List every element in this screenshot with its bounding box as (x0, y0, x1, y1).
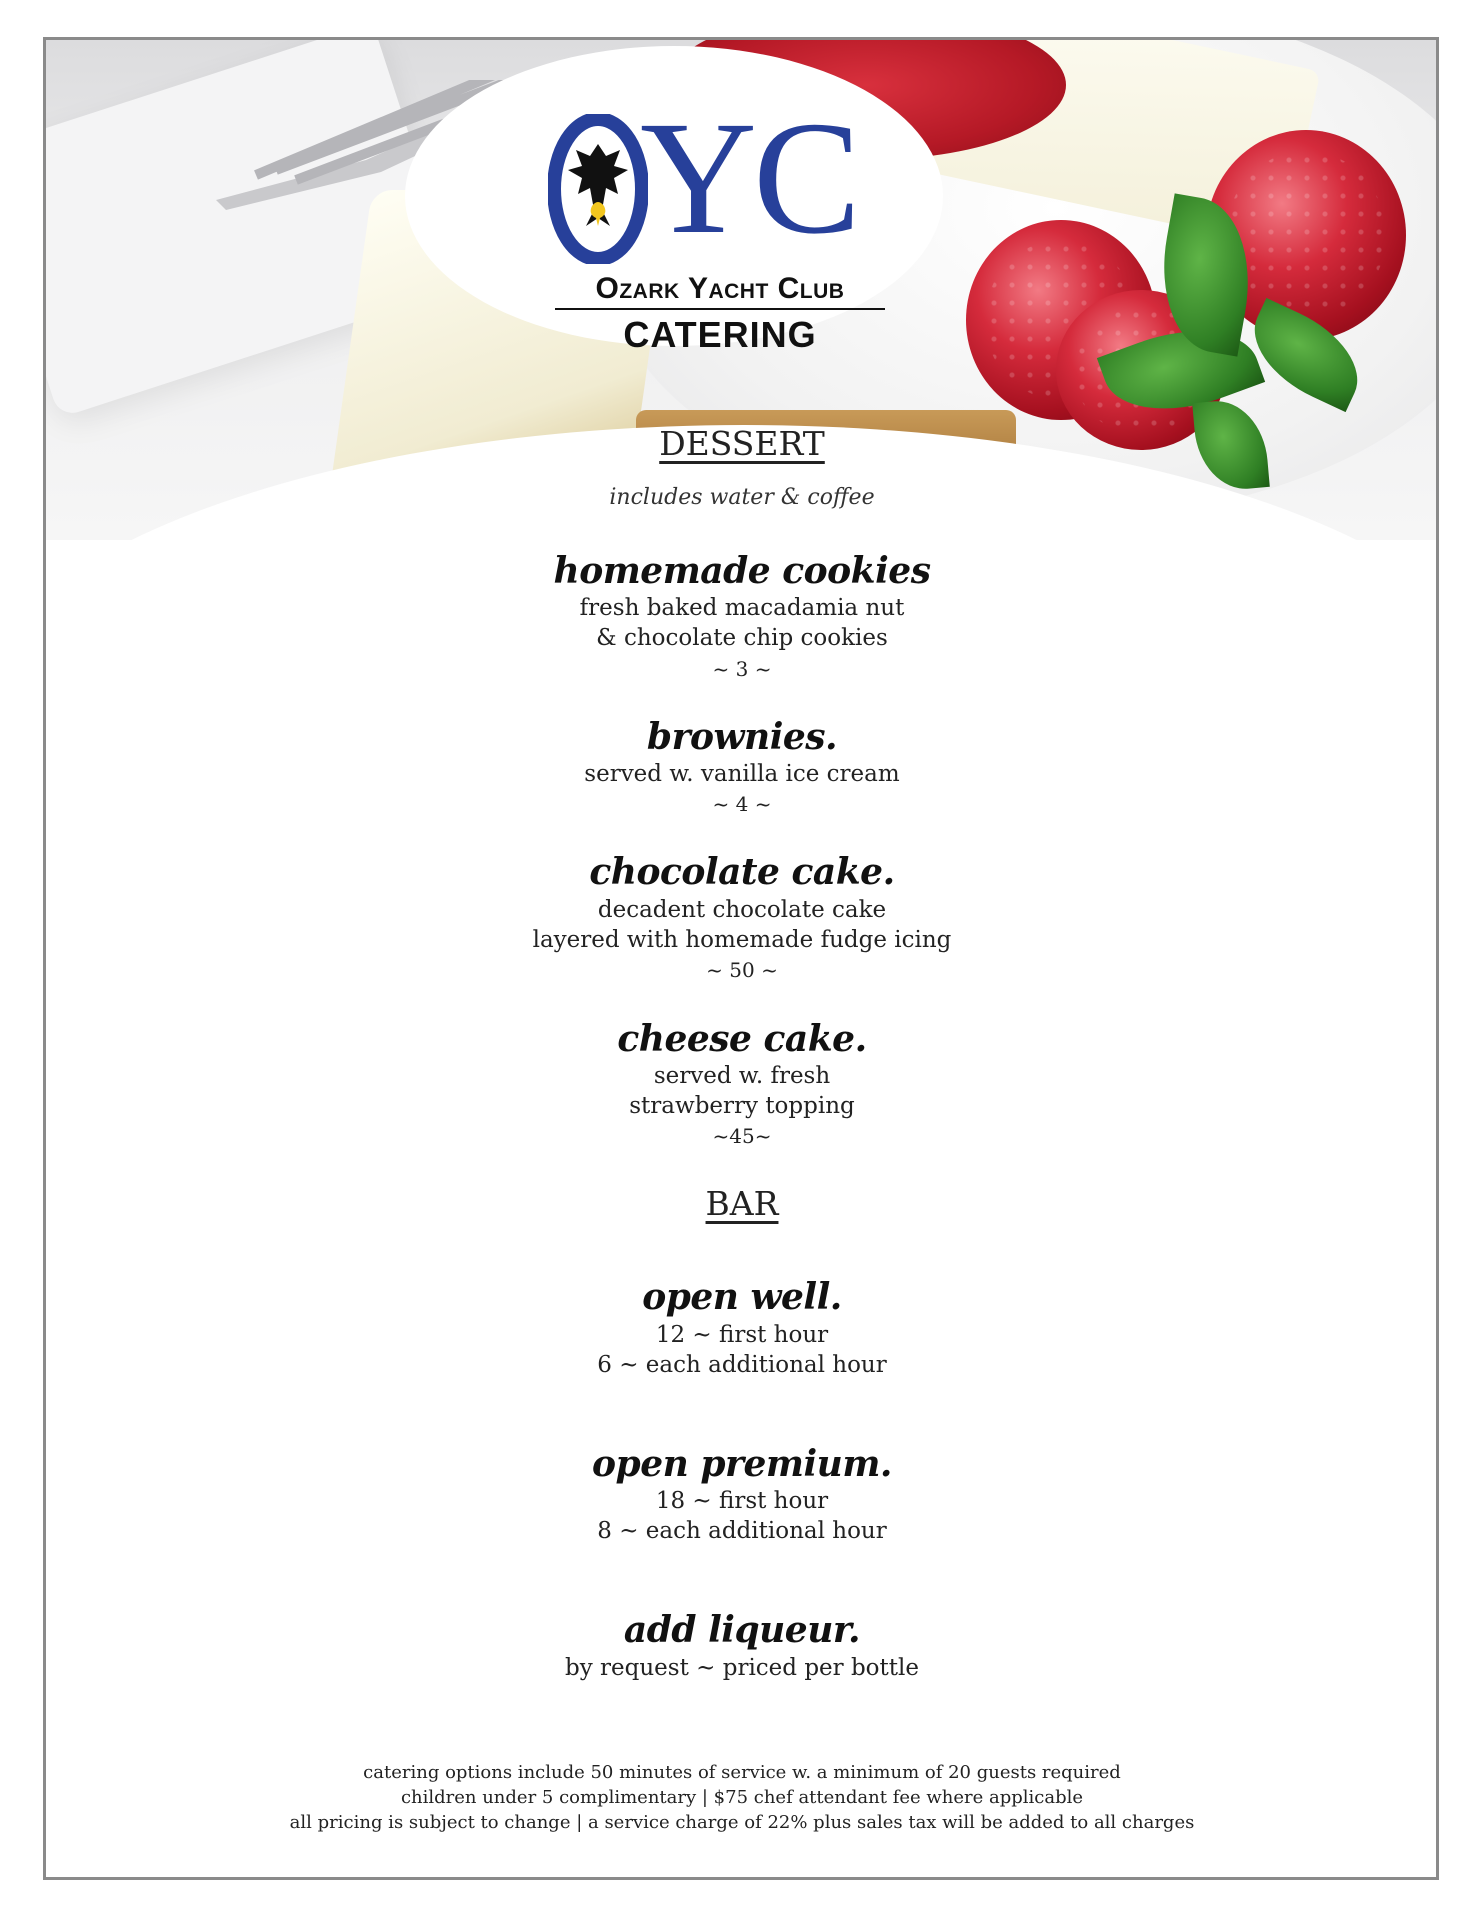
item-desc: 8 ~ each additional hour (597, 1518, 887, 1544)
item-desc: served w. vanilla ice cream (584, 761, 900, 787)
item-desc: fresh baked macadamia nut (579, 595, 905, 621)
item-desc: strawberry topping (629, 1093, 855, 1119)
logo-club-name: Ozark Yacht Club (595, 272, 845, 305)
item-title: add liqueur. (623, 1609, 861, 1651)
bar-heading: BAR (705, 1184, 779, 1223)
item-title: homemade cookies (553, 550, 931, 592)
logo-subtitle: CATERING (623, 314, 817, 355)
item-price: ~ 4 ~ (712, 792, 772, 816)
item-title: chocolate cake. (589, 851, 895, 893)
item-price: ~ 3 ~ (712, 657, 772, 681)
item-title: open premium. (592, 1443, 892, 1485)
footer-line: all pricing is subject to change | a service charge of 22% plus sales tax will be added to all charges (289, 1812, 1195, 1833)
dessert-heading: DESSERT (659, 424, 825, 463)
item-desc: by request ~ priced per bottle (565, 1655, 919, 1681)
item-desc: 6 ~ each additional hour (597, 1352, 887, 1378)
item-title: open well. (642, 1276, 842, 1318)
item-title: cheese cake. (617, 1018, 867, 1060)
logo-monogram: YC (640, 89, 858, 268)
item-desc: decadent chocolate cake (597, 897, 887, 923)
item-price: ~45~ (712, 1124, 772, 1148)
footer-line: children under 5 complimentary | $75 chef attendant fee where applicable (400, 1787, 1084, 1808)
item-desc: 18 ~ first hour (655, 1488, 829, 1514)
logo-divider (555, 308, 885, 310)
footer-line: catering options include 50 minutes of service w. a minimum of 20 guests required (363, 1762, 1121, 1783)
dessert-note: includes water & coffee (609, 485, 875, 510)
item-desc: layered with homemade fudge icing (532, 927, 952, 953)
item-desc: served w. fresh (653, 1063, 831, 1089)
item-desc: & chocolate chip cookies (596, 625, 888, 651)
item-title: brownies. (646, 716, 838, 758)
item-price: ~ 50 ~ (706, 958, 778, 982)
eagle-crest-icon (548, 114, 648, 264)
item-desc: 12 ~ first hour (655, 1322, 829, 1348)
